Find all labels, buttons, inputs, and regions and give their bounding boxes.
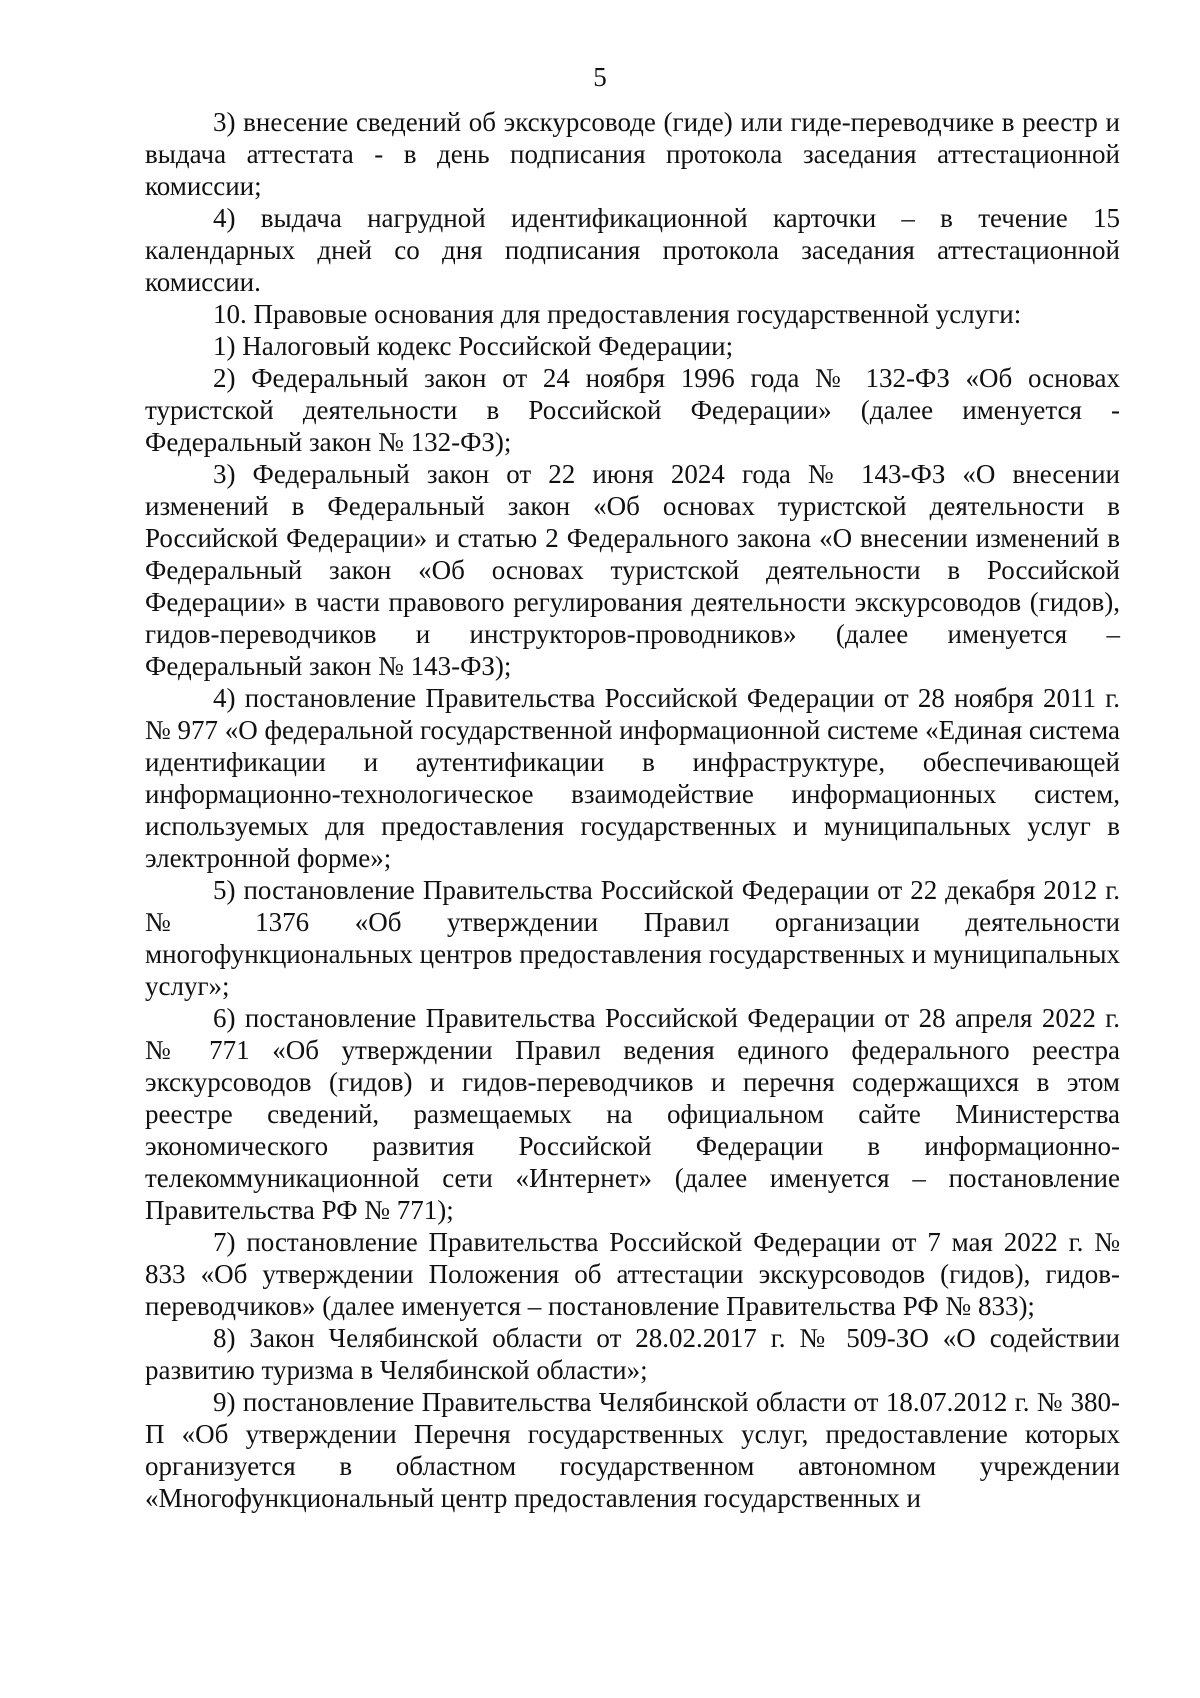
page-number: 5	[593, 62, 607, 92]
paragraph-law-5-resolution-1376: 5) постановление Правительства Российской Федерации от 22 декабря 2012 г. № 1376 «Об утверждении Правил организации деятельности многофункциональных центров предоставления государственных и муниципальных услуг»;	[145, 875, 1120, 1001]
paragraph-law-4-resolution-977: 4) постановление Правительства Российской Федерации от 28 ноября 2011 г. № 977 «О федеральной государственной информационной системе «Единая система идентификации и аутентификации в инфраструктуре, обеспечивающей информационно-технологическое взаимодействие информационных систем, используемых для предоставления государственных и муниципальных услуг в электронной форме»;	[145, 683, 1120, 873]
paragraph-law-6-resolution-771: 6) постановление Правительства Российской Федерации от 28 апреля 2022 г. № 771 «Об утверждении Правил ведения единого федерального реестра экскурсоводов (гидов) и гидов-переводчиков и перечня содержащихся в этом реестре сведений, размещаемых на официальном сайте Министерства экономического развития Российской Федерации в информационно-телекоммуникационной сети «Интернет» (далее именуется – постановление Правительства РФ № 771);	[145, 1003, 1120, 1225]
paragraph-law-7-resolution-833: 7) постановление Правительства Российской Федерации от 7 мая 2022 г. № 833 «Об утверждении Положения об аттестации экскурсоводов (гидов), гидов-переводчиков» (далее именуется – постановление Правительства РФ № 833);	[145, 1227, 1120, 1321]
paragraph-section-10-legal-grounds: 10. Правовые основания для предоставления государственной услуги:	[213, 299, 1022, 329]
document-body	[145, 106, 1120, 1514]
paragraph-law-2-fz-132: 2) Федеральный закон от 24 ноября 1996 года № 132-ФЗ «Об основах туристской деятельности в Российской Федерации» (далее именуется - Федеральный закон № 132-ФЗ);	[145, 363, 1120, 457]
paragraph-item-4-id-card: 4) выдача нагрудной идентификационной карточки – в течение 15 календарных дней со дня подписания протокола заседания аттестационной комиссии.	[145, 203, 1120, 297]
paragraph-item-3-register-entry: 3) внесение сведений об экскурсоводе (гиде) или гиде-переводчике в реестр и выдача аттестата - в день подписания протокола заседания аттестационной комиссии;	[145, 107, 1120, 201]
paragraph-law-9-chelyabinsk-380: 9) постановление Правительства Челябинской области от 18.07.2012 г. № 380-П «Об утверждении Перечня государственных услуг, предоставление которых организуется в областном государственном автономном учреждении «Многофункциональный центр предоставления государственных и	[145, 1387, 1120, 1513]
paragraph-law-3-fz-143: 3) Федеральный закон от 22 июня 2024 года № 143-ФЗ «О внесении изменений в Федеральный закон «Об основах туристской деятельности в Российской Федерации» и статью 2 Федерального закона «О внесении изменений в Федеральный закон «Об основах туристской деятельности в Российской Федерации» в части правового регулирования деятельности экскурсоводов (гидов), гидов-переводчиков и инструкторов-проводников» (далее именуется – Федеральный закон № 143-ФЗ);	[145, 459, 1120, 681]
paragraph-law-8-chelyabinsk-509: 8) Закон Челябинской области от 28.02.2017 г. № 509-ЗО «О содействии развитию туризма в Челябинской области»;	[145, 1323, 1120, 1385]
paragraph-law-1-tax-code: 1) Налоговый кодекс Российской Федерации;	[213, 331, 734, 361]
